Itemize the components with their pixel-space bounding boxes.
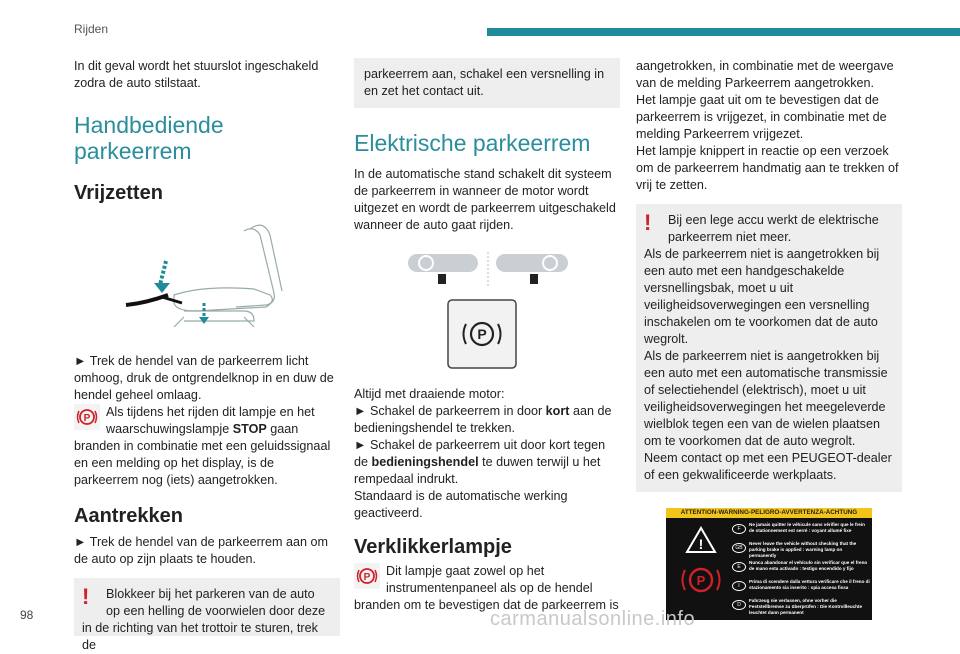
battery-warning-manual: Als de parkeerrem niet is aangetrokken bij een auto met een handgeschakelde versnellingsbak, moet u uit veiligheidsoverwegingen een versnelling inschakelen om te voorkomen dat de auto wegrolt.	[644, 247, 880, 346]
step2-a: ► Schakel de parkeerrem uit door kort tegen de	[354, 438, 606, 469]
warning-lamp-paragraph	[74, 404, 340, 489]
warning-label-lang-code: I	[732, 581, 746, 591]
step2-c: te duwen terwijl u het rempedaal indrukt.	[354, 455, 601, 486]
default-auto-text: Standaard is de automatische werking geactiveerd.	[354, 489, 568, 520]
slope-warning-box	[74, 578, 340, 652]
slope-warning-continued-text: parkeerrem aan, schakel een versnelling in en zet het contact uit.	[364, 67, 605, 98]
svg-text:P: P	[83, 413, 91, 424]
warning-label-rows	[732, 522, 870, 617]
engine-running-text: Altijd met draaiende motor:	[354, 387, 505, 401]
label-warning-triangle-icon	[672, 526, 730, 588]
warning-label-lang-code: D	[732, 600, 746, 610]
warning-stop: STOP	[232, 422, 267, 436]
seat-lever-illustration	[74, 213, 340, 331]
warning-label-lang-code: E	[732, 562, 746, 572]
indicator-text-cont: aangetrokken, in combinatie met de weergave van de melding Parkeerrem aangetrokken.	[636, 59, 894, 90]
svg-text:!: !	[698, 536, 704, 552]
svg-text:P: P	[477, 326, 487, 342]
dashboard-illustration	[354, 250, 620, 290]
warning-exclamation-icon: !	[82, 584, 90, 609]
warning-label-lang-code: F	[732, 524, 746, 534]
indicator-text: Dit lampje gaat zowel op het instrumentenpaneel als op de hendel branden om te bevestigen dat de parkeerrem is	[354, 564, 619, 612]
warning-label-title: ATTENTION-WARNING-PELIGRO-AVVERTENZA-ACHTUNG	[666, 508, 872, 518]
parking-brake-button-illustration	[446, 298, 518, 370]
warning-label-text: Never leave the vehicle without checking that the parking brake is applied : warning lamp on permanently	[749, 541, 857, 558]
parking-brake-icon	[74, 404, 100, 430]
warning-label-illustration	[666, 508, 872, 620]
warning-label-text: Nunca abandonar el vehículo sin verificar que el freno de mano esta activado : testigo encendido y fijo	[749, 560, 868, 571]
column-2	[354, 58, 620, 614]
svg-text:P: P	[696, 573, 706, 588]
warning-text-b: gaan branden in combinatie met een geluidssignaal en een melding op het display, is de parkeerrem nog (iets) aangetrokken.	[74, 422, 331, 487]
indicator-paragraph	[354, 563, 620, 614]
warning-label-text: Ne jamais quitter le véhicule sans vérifier que le frein de stationnement est serré : voyant allumé fixe	[749, 522, 865, 533]
column-1	[74, 58, 340, 652]
warning-label-lang-code: GB	[732, 543, 746, 553]
battery-warning-first: Bij een lege accu werkt de elektrische parkeerrem niet meer.	[668, 213, 879, 244]
section-heading-manual: Handbediende parkeerrem	[74, 112, 224, 164]
step1-b: kort	[545, 404, 570, 418]
intro-text: In dit geval wordt het stuurslot ingeschakeld zodra de auto stilstaat.	[74, 59, 319, 90]
step1-c: aan de bedieningshendel te trekken.	[354, 404, 612, 435]
column-3	[636, 58, 902, 620]
release-short-step	[354, 437, 620, 488]
warning-label-row	[732, 579, 870, 598]
heading-apply: Aantrekken	[74, 505, 183, 527]
heading-release: Vrijzetten	[74, 182, 163, 204]
warning-text-a: Als tijdens het rijden dit lampje en het waarschuwingslampje	[106, 405, 315, 436]
heading-indicator: Verklikkerlampje	[354, 536, 512, 558]
battery-warning-dealer: Neem contact op met een PEUGEOT-dealer of een gekwalificeerde werkplaats.	[644, 451, 892, 482]
header-bar	[487, 28, 960, 36]
electric-intro: In de automatische stand schakelt dit systeem de parkeerrem in wanneer de motor wordt uitgezet en wordt de parkeerrem uitgeschakeld wanneer de auto gaat rijden.	[354, 167, 616, 232]
section-title: Rijden	[74, 22, 109, 36]
step2-b: bedieningshendel	[371, 455, 479, 469]
battery-warning-automatic: Als de parkeerrem niet is aangetrokken bij een auto met een automatische transmissie of selectiehendel (elektrisch), moet u uit veiligheidsoverwegingen het meegeleverde wielblok tegen een van de wielen plaatsen om te voorkomen dat de auto wegrolt.	[644, 349, 888, 448]
page-number: 98	[20, 608, 34, 622]
slope-warning-box-continued	[354, 58, 620, 108]
section-heading-electric: Elektrische parkeerrem	[354, 130, 591, 156]
battery-warning-box	[636, 204, 902, 492]
indicator-off-text: Het lampje gaat uit om te bevestigen dat de parkeerrem is vrijgezet, in combinatie met de melding Parkeerrem vrijgezet.	[636, 93, 887, 141]
warning-label-row	[732, 598, 870, 617]
release-step: ► Trek de hendel van de parkeerrem licht omhoog, druk de ontgrendelknop in en duw de hendel geheel omlaag.	[74, 354, 334, 402]
svg-text:P: P	[363, 572, 371, 583]
warning-label-text: Prima di scendere dalla vettura verificare che il freno di stazionamento sia inserito : spia accesa fissa	[749, 579, 870, 590]
warning-label-row	[732, 541, 870, 560]
warning-label-row	[732, 560, 870, 579]
watermark: carmanualsonline.info	[490, 608, 696, 630]
step1-a: ► Schakel de parkeerrem in door	[354, 404, 546, 418]
warning-label-row	[732, 522, 870, 541]
apply-step: ► Trek de hendel van de parkeerrem aan om de auto op zijn plaats te houden.	[74, 535, 328, 566]
indicator-blink-text: Het lampje knippert in reactie op een verzoek om de parkeerrem handmatig aan te trekken of vrij te zetten.	[636, 144, 899, 192]
apply-short-step	[354, 403, 620, 437]
warning-label-text: Fahrzeug nie verlassen, ohne vorher die Feststellbremse zu überprüfen : Die Kontrollleuchte leuchtet dann permanent	[749, 598, 863, 615]
parking-brake-icon-2	[354, 563, 380, 589]
warning-exclamation-icon-2: !	[644, 210, 652, 235]
slope-warning-text: Blokkeer bij het parkeren van de auto op een helling de voorwielen door deze in de richting van het trottoir te sturen, trek de	[82, 587, 326, 652]
